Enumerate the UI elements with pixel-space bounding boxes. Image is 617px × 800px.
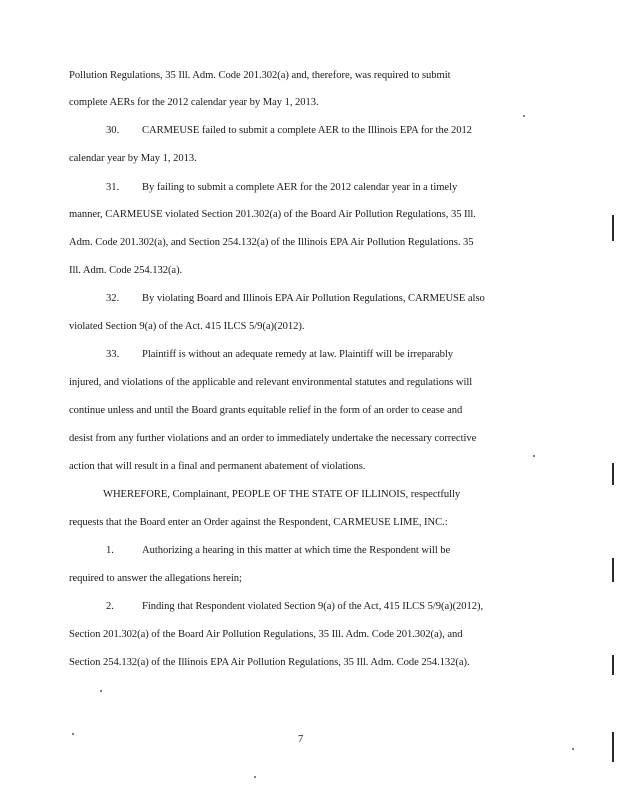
text-line: required to answer the allegations herein; bbox=[69, 573, 242, 584]
scan-speck bbox=[533, 455, 535, 457]
text-line: By failing to submit a complete AER for the 2012 calendar year in a timely bbox=[142, 182, 458, 193]
scan-speck bbox=[100, 690, 102, 692]
text-line: requests that the Board enter an Order against the Respondent, CARMEUSE LIME, INC.: bbox=[69, 517, 448, 528]
page-number: 7 bbox=[298, 734, 304, 745]
text-line: WHEREFORE, Complainant, PEOPLE OF THE STATE OF ILLINOIS, respectfully bbox=[103, 489, 461, 500]
paragraph-number-31: 31. bbox=[106, 182, 120, 193]
scan-margin-mark bbox=[612, 463, 614, 485]
text-line: violated Section 9(a) of the Act. 415 ILCS 5/9(a)(2012). bbox=[69, 321, 305, 332]
text-line: Plaintiff is without an adequate remedy at law. Plaintiff will be irreparably bbox=[142, 349, 454, 360]
text-line: Authorizing a hearing in this matter at which time the Respondent will be bbox=[142, 545, 451, 556]
text-line: desist from any further violations and an order to immediately undertake the necessary corrective bbox=[69, 433, 477, 444]
scan-speck bbox=[254, 776, 256, 778]
paragraph-number-32: 32. bbox=[106, 293, 120, 304]
text-line: continue unless and until the Board grants equitable relief in the form of an order to cease and bbox=[69, 405, 463, 416]
text-line: Adm. Code 201.302(a), and Section 254.132(a) of the Illinois EPA Air Pollution Regulations. 35 bbox=[69, 237, 474, 248]
scan-speck bbox=[572, 748, 574, 750]
text-line: Section 254.132(a) of the Illinois EPA Air Pollution Regulations, 35 Ill. Adm. Code 254.132(a). bbox=[69, 657, 470, 668]
text-line: calendar year by May 1, 2013. bbox=[69, 153, 197, 164]
scan-margin-mark bbox=[612, 655, 614, 675]
request-number-2: 2. bbox=[106, 601, 114, 612]
text-line: By violating Board and Illinois EPA Air Pollution Regulations, CARMEUSE also bbox=[142, 293, 485, 304]
text-line: CARMEUSE failed to submit a complete AER to the Illinois EPA for the 2012 bbox=[142, 125, 472, 136]
scan-speck bbox=[72, 733, 74, 735]
paragraph-number-33: 33. bbox=[106, 349, 120, 360]
text-line: injured, and violations of the applicable and relevant environmental statutes and regulations will bbox=[69, 377, 473, 388]
text-line: manner, CARMEUSE violated Section 201.302(a) of the Board Air Pollution Regulations, 35 Ill. bbox=[69, 209, 476, 220]
text-line: Section 201.302(a) of the Board Air Pollution Regulations, 35 Ill. Adm. Code 201.302(a), and bbox=[69, 629, 463, 640]
scan-margin-mark bbox=[612, 558, 614, 582]
text-line: Pollution Regulations, 35 Ill. Adm. Code 201.302(a) and, therefore, was required to submit bbox=[69, 70, 451, 81]
paragraph-number-30: 30. bbox=[106, 125, 120, 136]
request-number-1: 1. bbox=[106, 545, 114, 556]
text-line: complete AERs for the 2012 calendar year by May 1, 2013. bbox=[69, 97, 319, 108]
text-line: action that will result in a final and permanent abatement of violations. bbox=[69, 461, 366, 472]
scan-speck bbox=[523, 115, 525, 117]
text-line: Finding that Respondent violated Section 9(a) of the Act, 415 ILCS 5/9(a)(2012), bbox=[142, 601, 484, 612]
text-line: Ill. Adm. Code 254.132(a). bbox=[69, 265, 183, 276]
scan-margin-mark bbox=[612, 215, 614, 241]
scan-margin-mark bbox=[612, 732, 614, 762]
